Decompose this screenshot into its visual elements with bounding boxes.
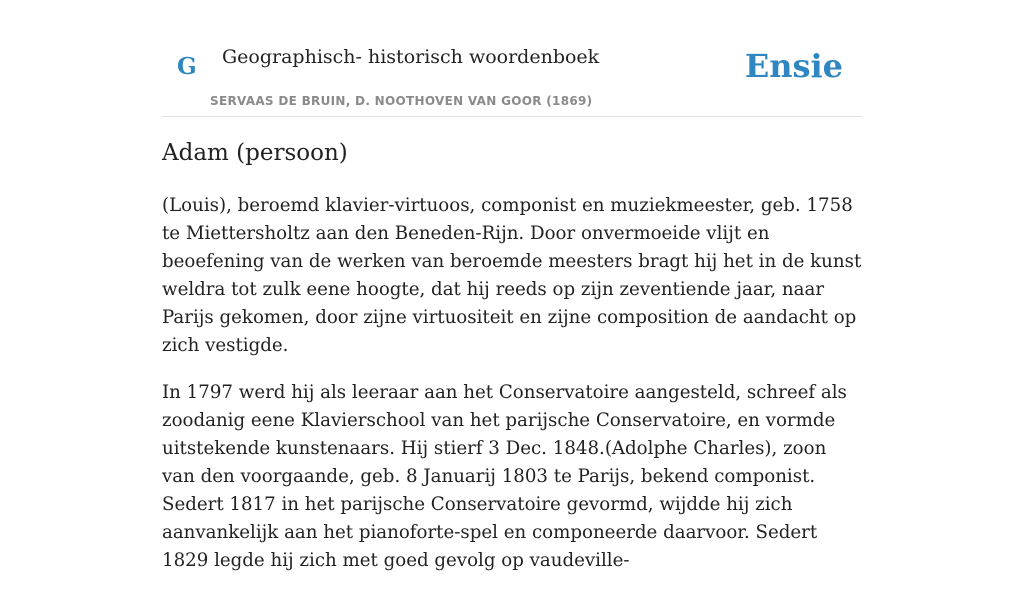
entry-paragraph: (Louis), beroemd klavier-virtuoos, componist en muziekmeester, geb. 1758 te Miettersholtz aan den Beneden-Rijn. Door onvermoeide vlijt en beoefening van de werken van beroemde meesters bragt hij het in de kunst weldra tot zulk eene hoogte, dat hij reeds op zijn zeventiende jaar, naar Parijs gekomen, door zijne virtuositeit en zijne composition de aandacht op zich vestigde. — [162, 195, 862, 356]
entry-body — [162, 192, 862, 594]
book-authors: SERVAAS DE BRUIN, D. NOOTHOVEN VAN GOOR (1869) — [210, 94, 593, 108]
book-header — [162, 0, 862, 117]
entry-title: Adam (persoon) — [162, 140, 348, 166]
ensie-logo-link[interactable]: Ensie — [744, 47, 843, 85]
book-letter-icon[interactable]: G — [177, 53, 197, 80]
book-title-link[interactable]: Geographisch- historisch woordenboek — [222, 46, 600, 68]
entry-paragraph: In 1797 werd hij als leeraar aan het Conservatoire aangesteld, schreef als zoodanig eene Klavierschool van het parijsche Conservatoire, en vormde uitstekende kunstenaars. Hij stierf 3 Dec. 1848.(Adolphe Charles), zoon van den voorgaande, geb. 8 Januarij 1803 te Parijs, bekend componist. Sedert 1817 in het parijsche Conservatoire gevormd, wijdde hij zich aanvankelijk aan het pianoforte-spel en componeerde daarvoor. Sedert 1829 legde hij zich met goed gevolg op vaudeville- — [162, 382, 847, 571]
